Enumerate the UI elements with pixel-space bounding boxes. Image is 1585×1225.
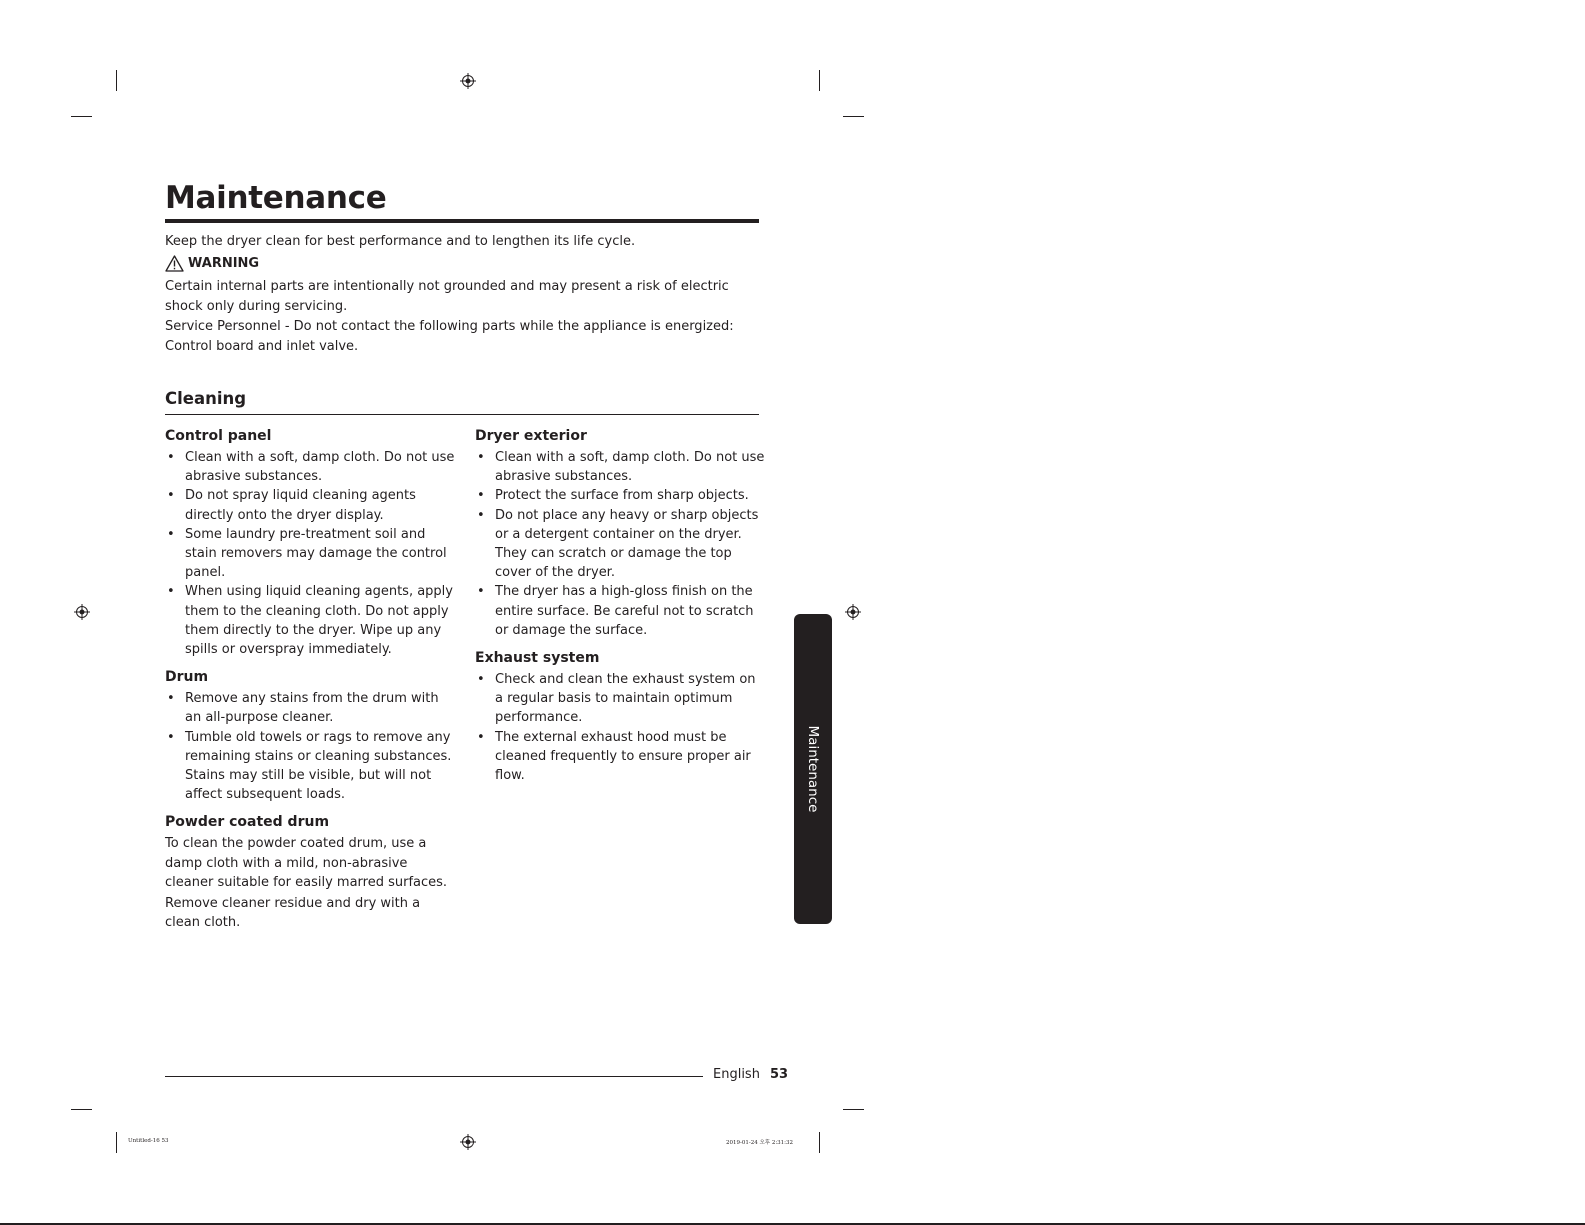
list-item-text: Clean with a soft, damp cloth. Do not use abrasive substances. <box>185 450 455 485</box>
page-title: Maintenance <box>165 180 387 216</box>
list-item-text: The external exhaust hood must be cleaned frequently to ensure proper air flow. <box>495 729 751 784</box>
bullet-icon: • <box>477 584 485 600</box>
chapter-tab-label: Maintenance <box>805 725 821 813</box>
exhaust-system-list <box>475 670 765 785</box>
list-item <box>475 582 765 640</box>
left-column <box>165 426 455 934</box>
list-item <box>475 670 765 728</box>
crop-mark-bottom-right-h <box>843 1109 864 1110</box>
warning-paragraph: Service Personnel - Do not contact the following parts while the appliance is energized: Control board and inlet valve. <box>165 319 734 354</box>
bullet-icon: • <box>477 507 485 523</box>
list-item <box>475 486 765 505</box>
bullet-icon: • <box>477 729 485 745</box>
control-panel-list <box>165 448 455 659</box>
list-item <box>475 728 765 786</box>
paragraph: Remove cleaner residue and dry with a clean cloth. <box>165 896 421 931</box>
page-number: 53 <box>770 1067 789 1082</box>
list-item <box>165 486 455 524</box>
warning-triangle-icon <box>165 255 184 272</box>
list-item <box>165 448 455 486</box>
bullet-icon: • <box>167 584 175 600</box>
bullet-icon: • <box>167 488 175 504</box>
warning-heading <box>165 255 259 272</box>
list-item-text: The dryer has a high-gloss finish on the entire surface. Be careful not to scratch or damage the surface. <box>495 584 754 638</box>
bullet-icon: • <box>477 488 485 504</box>
print-slug-right: 2019-01-24 오후 2:31:32 <box>726 1140 794 1146</box>
list-item-text: Protect the surface from sharp objects. <box>495 488 749 504</box>
paragraph: To clean the powder coated drum, use a damp cloth with a mild, non-abrasive cleaner suitable for easily marred surfaces. <box>165 836 448 890</box>
list-item <box>165 582 455 659</box>
crop-mark-top-right-h <box>843 116 864 117</box>
list-item-text: Tumble old towels or rags to remove any remaining stains or cleaning substances. Stains may still be visible, but will not affect subsequent loads. <box>185 729 452 803</box>
list-item-text: Remove any stains from the drum with an all-purpose cleaner. <box>185 691 439 726</box>
footer-language: English <box>713 1067 760 1082</box>
title-rule <box>165 219 759 223</box>
bullet-icon: • <box>167 729 175 745</box>
bullet-icon: • <box>167 691 175 707</box>
registration-mark-icon <box>460 1134 476 1150</box>
crop-mark-bottom-left-v <box>116 1132 117 1153</box>
subheading-control-panel: Control panel <box>165 428 272 444</box>
list-item <box>475 448 765 486</box>
crop-mark-bottom-left-h <box>71 1109 92 1110</box>
list-item <box>165 525 455 583</box>
list-item-text: Do not spray liquid cleaning agents directly onto the dryer display. <box>185 488 416 523</box>
registration-mark-icon <box>74 604 90 620</box>
list-item-text: Some laundry pre-treatment soil and stain removers may damage the control panel. <box>185 526 447 581</box>
right-column <box>475 426 765 793</box>
section-rule <box>165 414 759 415</box>
dryer-exterior-list <box>475 448 765 640</box>
print-slug-left: Untitled-16 53 <box>128 1138 169 1144</box>
bullet-icon: • <box>477 450 485 465</box>
chapter-tab <box>794 614 832 924</box>
list-item-text: Clean with a soft, damp cloth. Do not use abrasive substances. <box>495 450 765 485</box>
warning-label: WARNING <box>188 256 260 271</box>
bullet-icon: • <box>167 450 175 465</box>
bullet-icon: • <box>167 526 175 542</box>
section-title-cleaning: Cleaning <box>165 389 247 408</box>
list-item <box>475 506 765 583</box>
warning-paragraph: Certain internal parts are intentionally not grounded and may present a risk of electric shock only during servicing. <box>165 279 729 314</box>
list-item-text: Do not place any heavy or sharp objects or a detergent container on the dryer. They can scratch or damage the top cover of the dryer. <box>495 507 759 581</box>
drum-list <box>165 689 455 804</box>
crop-mark-bottom-right-v <box>819 1132 820 1153</box>
list-item <box>165 689 455 727</box>
footer-rule <box>165 1076 703 1077</box>
list-item-text: When using liquid cleaning agents, apply them to the cleaning cloth. Do not apply them directly to the dryer. Wipe up any spills or overspray immediately. <box>185 584 453 658</box>
crop-mark-top-right-v <box>819 70 820 91</box>
registration-mark-icon <box>845 604 861 620</box>
subheading-powder-coated-drum: Powder coated drum <box>165 814 330 831</box>
subheading-drum: Drum <box>165 669 209 686</box>
intro-text: Keep the dryer clean for best performance and to lengthen its life cycle. <box>165 234 636 249</box>
subheading-exhaust-system: Exhaust system <box>475 650 600 667</box>
registration-mark-icon <box>460 73 476 89</box>
list-item-text: Check and clean the exhaust system on a regular basis to maintain optimum performance. <box>495 672 756 726</box>
bullet-icon: • <box>477 672 485 688</box>
crop-mark-top-left-h <box>71 116 92 117</box>
list-item <box>165 728 455 805</box>
crop-mark-top-left-v <box>116 70 117 91</box>
subheading-dryer-exterior: Dryer exterior <box>475 428 587 444</box>
